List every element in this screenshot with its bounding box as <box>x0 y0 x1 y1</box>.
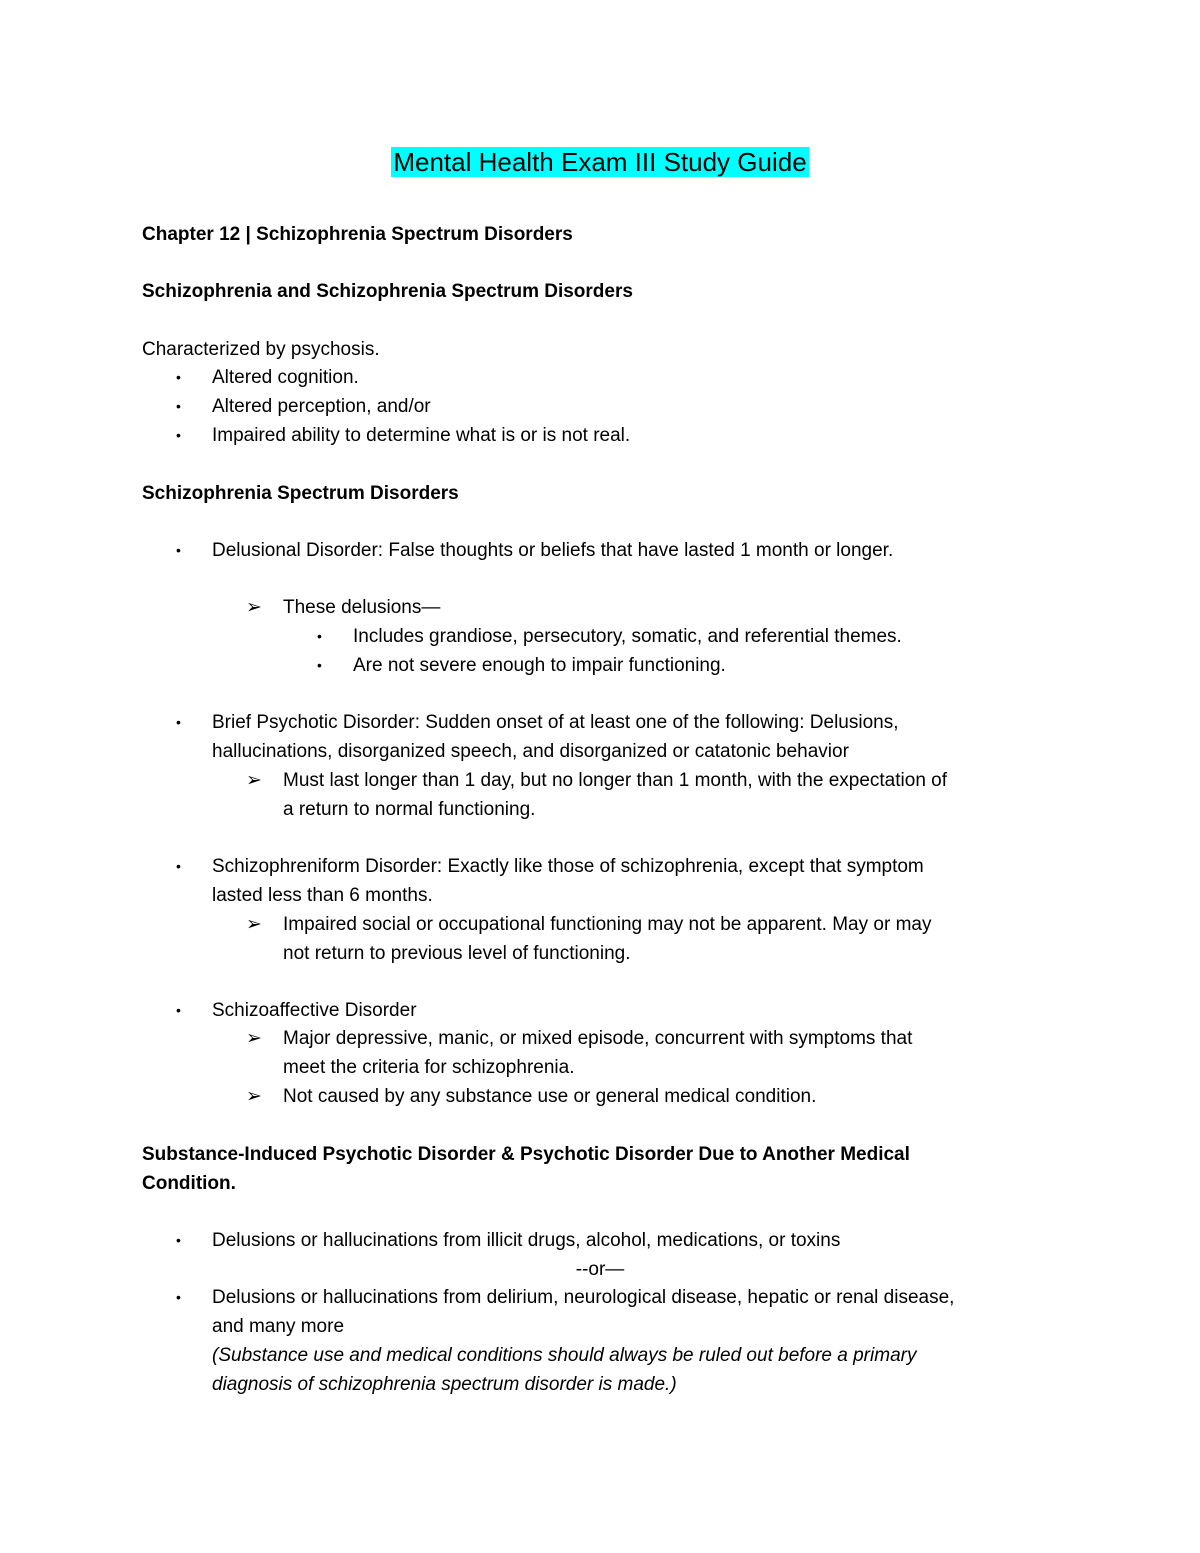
section1-bullet-2: Altered perception, and/or <box>212 396 431 417</box>
section3-bullet-2-line-1: Delusions or hallucinations from delirium, neurological disease, hepatic or renal disease, <box>212 1287 955 1308</box>
schizophreniform-arrow-line-1: Impaired social or occupational functioning may not be apparent. May or may <box>283 914 932 935</box>
schizoaffective-arrow-1-line-2: meet the criteria for schizophrenia. <box>283 1057 575 1078</box>
bullet-icon: • <box>176 542 181 558</box>
delusional-sub-arrow: These delusions— <box>283 597 441 618</box>
bullet-icon: • <box>176 427 181 443</box>
section3-heading-line-1: Substance-Induced Psychotic Disorder & Psychotic Disorder Due to Another Medical <box>142 1144 910 1165</box>
section1-bullet-1: Altered cognition. <box>212 367 359 388</box>
bullet-icon: • <box>176 858 181 874</box>
delusional-sub-bullet-1: Includes grandiose, persecutory, somatic, and referential themes. <box>353 626 902 647</box>
delusional-disorder-text: Delusional Disorder: False thoughts or beliefs that have lasted 1 month or longer. <box>212 540 894 561</box>
section1-heading: Schizophrenia and Schizophrenia Spectrum Disorders <box>142 281 633 302</box>
brief-psychotic-line-1: Brief Psychotic Disorder: Sudden onset of at least one of the following: Delusions, <box>212 712 899 733</box>
brief-psychotic-line-2: hallucinations, disorganized speech, and disorganized or catatonic behavior <box>212 741 849 762</box>
schizoaffective-arrow-2: Not caused by any substance use or general medical condition. <box>283 1086 817 1107</box>
page-title <box>0 143 1200 181</box>
bullet-icon: • <box>317 628 322 644</box>
section3-bullet-1: Delusions or hallucinations from illicit drugs, alcohol, medications, or toxins <box>212 1230 841 1251</box>
section3-bullet-2-line-2: and many more <box>212 1316 345 1337</box>
bullet-icon: • <box>176 714 181 730</box>
arrow-bullet-icon: ➢ <box>246 914 262 935</box>
bullet-icon: • <box>176 1002 181 1018</box>
section2-heading: Schizophrenia Spectrum Disorders <box>142 483 459 504</box>
brief-psychotic-arrow-line-2: a return to normal functioning. <box>283 799 536 820</box>
arrow-bullet-icon: ➢ <box>246 597 262 618</box>
section1-bullet-3: Impaired ability to determine what is or is not real. <box>212 425 631 446</box>
schizoaffective-text: Schizoaffective Disorder <box>212 1000 417 1021</box>
schizophreniform-arrow-line-2: not return to previous level of functioning. <box>283 943 631 964</box>
arrow-bullet-icon: ➢ <box>246 1086 262 1107</box>
bullet-icon: • <box>176 398 181 414</box>
delusional-sub-bullet-2: Are not severe enough to impair functioning. <box>353 655 726 676</box>
section1-intro: Characterized by psychosis. <box>142 339 380 360</box>
schizophreniform-line-2: lasted less than 6 months. <box>212 885 433 906</box>
section3-heading-line-2: Condition. <box>142 1173 236 1194</box>
arrow-bullet-icon: ➢ <box>246 1028 262 1049</box>
arrow-bullet-icon: ➢ <box>246 770 262 791</box>
bullet-icon: • <box>317 657 322 673</box>
bullet-icon: • <box>176 1289 181 1305</box>
section3-note-line-2: diagnosis of schizophrenia spectrum disorder is made.) <box>212 1374 677 1395</box>
or-separator: --or— <box>575 1259 625 1280</box>
title-highlight: Mental Health Exam III Study Guide <box>393 147 807 177</box>
bullet-icon: • <box>176 1232 181 1248</box>
brief-psychotic-arrow-line-1: Must last longer than 1 day, but no longer than 1 month, with the expectation of <box>283 770 948 791</box>
schizophreniform-line-1: Schizophreniform Disorder: Exactly like those of schizophrenia, except that symptom <box>212 856 924 877</box>
chapter-heading: Chapter 12 | Schizophrenia Spectrum Disorders <box>142 224 573 245</box>
section3-note-line-1: (Substance use and medical conditions should always be ruled out before a primary <box>212 1345 917 1366</box>
schizoaffective-arrow-1-line-1: Major depressive, manic, or mixed episode, concurrent with symptoms that <box>283 1028 913 1049</box>
bullet-icon: • <box>176 369 181 385</box>
